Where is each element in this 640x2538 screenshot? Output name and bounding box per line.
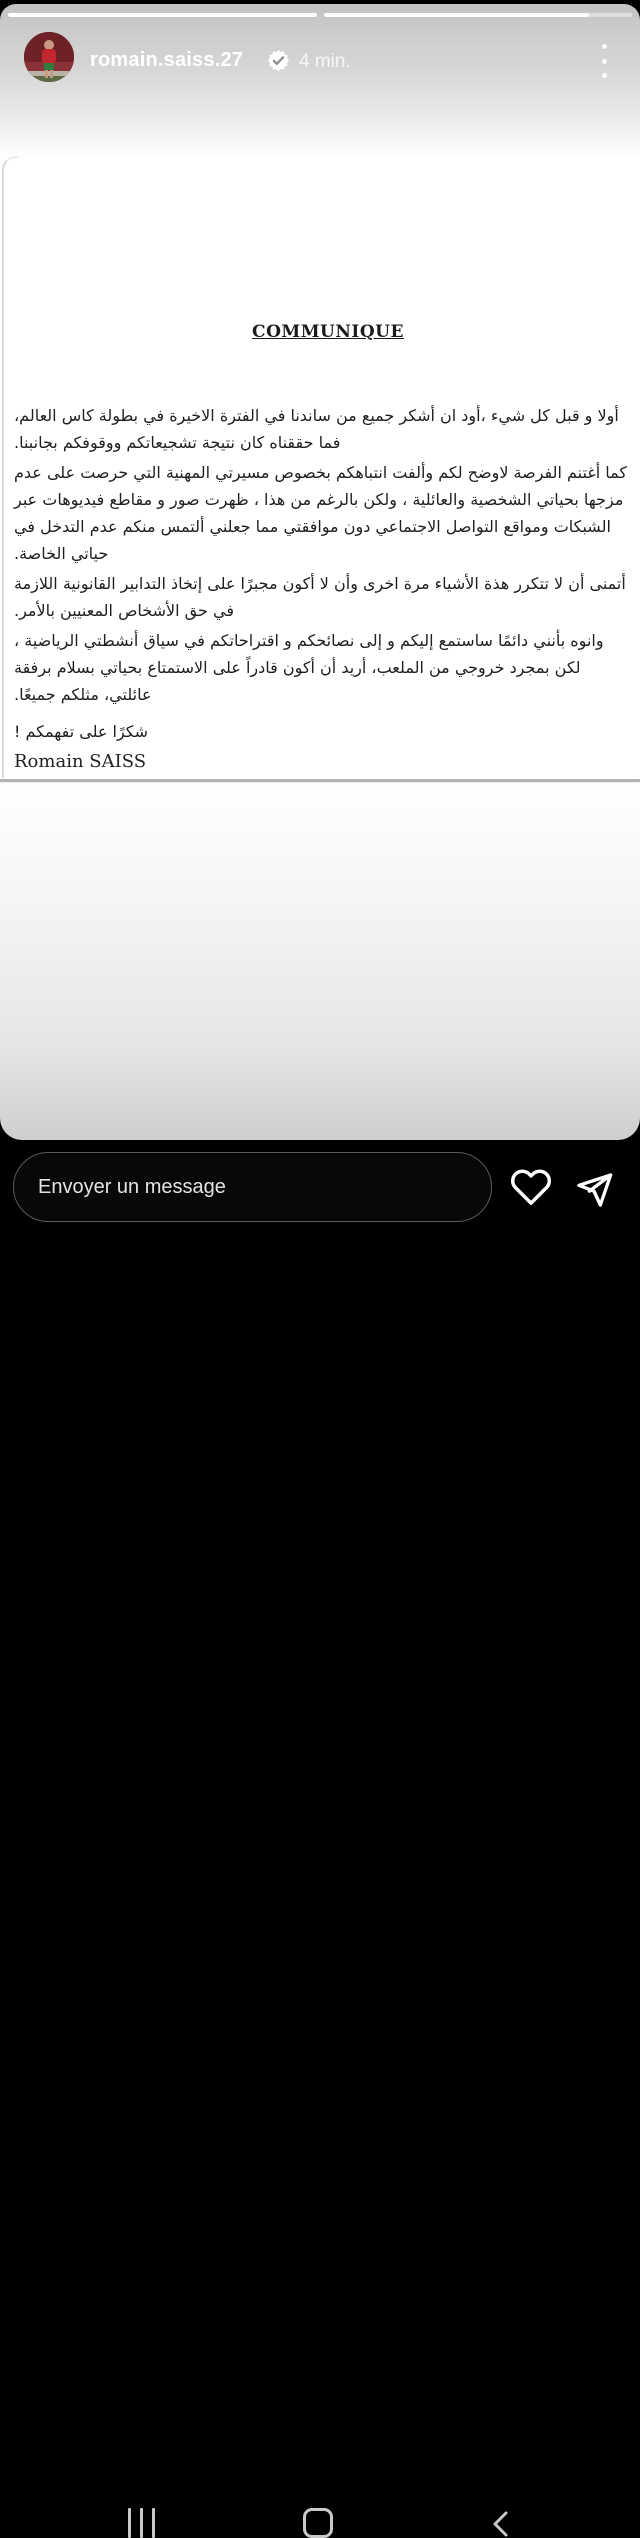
- story-progress-segment-2: [324, 13, 633, 17]
- document-signature: Romain SAISS: [14, 751, 147, 772]
- paper-bottom-edge: [0, 779, 640, 782]
- document-closing: شكرًا على تفهمكم !: [14, 722, 149, 741]
- recents-button[interactable]: [128, 2508, 155, 2538]
- story-timestamp: 4 min.: [299, 51, 351, 72]
- document-title: COMMUNIQUE: [252, 322, 404, 342]
- android-navbar: [0, 1240, 640, 1315]
- share-button[interactable]: [574, 1170, 614, 1210]
- story-menu-icon[interactable]: [596, 44, 612, 78]
- story-progress-bars: [8, 13, 632, 17]
- username[interactable]: romain.saiss.27: [90, 49, 244, 71]
- like-button[interactable]: [510, 1166, 552, 1208]
- document-paragraph: أتمنى أن لا تتكرر هذة الأشياء مرة اخرى وأن لا أكون مجبرًا على إتخاذ التدابير القانونية اللازمة في حق الأشخاص المعنيين بالأمر.: [14, 574, 626, 620]
- story-viewport[interactable]: [0, 4, 640, 1140]
- home-button[interactable]: [303, 2508, 333, 2538]
- heart-icon: [510, 1166, 552, 1208]
- message-input[interactable]: [13, 1152, 492, 1222]
- avatar[interactable]: [24, 32, 74, 82]
- document-paragraph: وانوه بأنني دائمًا ساستمع إليكم و إلى نصائحكم و اقتراحاتكم في سياق أنشطتي الرياضية ، لكن بمجرد خروجي من الملعب، أريد أن أكون قادراً على الاستمتاع بحياتي بسلام برفقة عائلتي، مثلكم جميعًا.: [14, 631, 604, 704]
- document-paragraph: كما أغتنم الفرصة لاوضح لكم وألفت انتباهكم بخصوص مسيرتي المهنية التي حرصت على عدم مزجها بحياتي الشخصية والعائلية ، ولكن بالرغم من هذا ، ظهرت صور و مقاطع فيديوهات عبر الشبكات ومواقع التواصل الاجتماعي دون موافقتي مما جعلني ألتمس منكم عدم التدخل في حياتي الخاصة.: [14, 463, 627, 563]
- document-paragraph: أولا و قبل كل شيء ،أود ان أشكر جميع من ساندنا في الفترة الاخيرة في بطولة كاس العالم، فما حققناه كان نتيجة تشجيعاتكم ووقوفكم بجانبنا.: [14, 406, 619, 452]
- back-button[interactable]: [489, 2510, 515, 2538]
- avatar-photo: [24, 32, 74, 82]
- story-progress-segment-1: [8, 13, 317, 17]
- paper-plane-icon: [574, 1170, 614, 1210]
- verified-badge-icon: [267, 49, 290, 72]
- document-body: [14, 402, 628, 778]
